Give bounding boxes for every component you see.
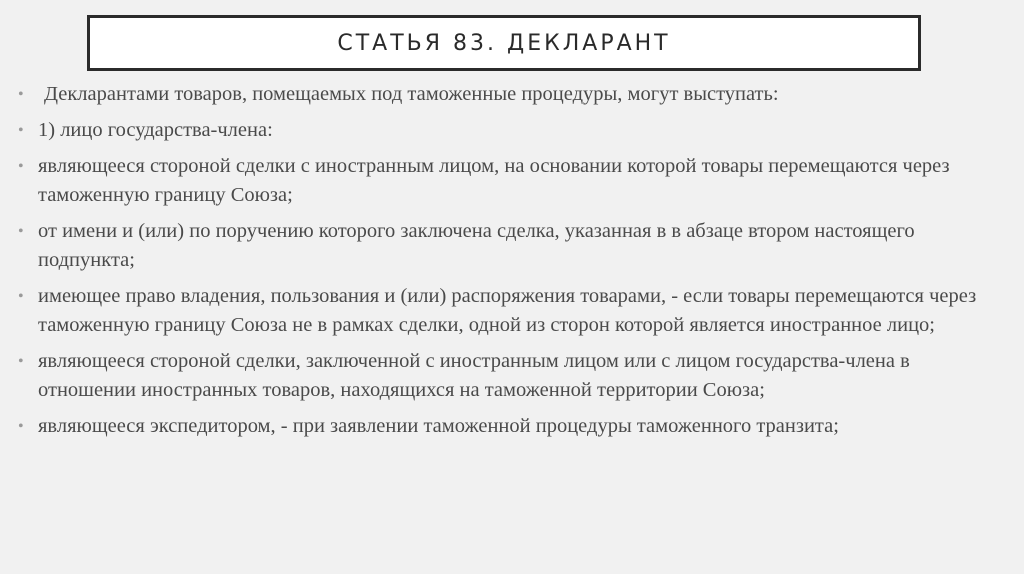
- bullet-dot-icon: •: [18, 418, 24, 435]
- slide-title: СТАТЬЯ 83. ДЕКЛАРАНТ: [337, 30, 671, 56]
- bullet-list: [18, 80, 1008, 448]
- bullet-text: 1) лицо государства-члена:: [38, 119, 273, 141]
- bullet-item: [18, 152, 1008, 210]
- bullet-text: являющееся стороной сделки с иностранным лицом, на основании которой товары перемещаются через таможенную границу Союза;: [38, 155, 950, 206]
- bullet-item: [18, 282, 1008, 340]
- bullet-dot-icon: •: [18, 288, 24, 305]
- bullet-dot-icon: •: [18, 86, 24, 103]
- bullet-item: [18, 116, 1008, 145]
- bullet-text: от имени и (или) по поручению которого заключена сделка, указанная в в абзаце втором настоящего подпункта;: [38, 220, 915, 271]
- bullet-item: [18, 80, 1008, 109]
- bullet-text: являющееся экспедитором, - при заявлении таможенной процедуры таможенного транзита;: [38, 415, 839, 437]
- title-box: [87, 15, 921, 71]
- bullet-item: [18, 347, 1008, 405]
- bullet-dot-icon: •: [18, 223, 24, 240]
- bullet-text: Декларантами товаров, помещаемых под таможенные процедуры, могут выступать:: [44, 83, 779, 105]
- bullet-text: имеющее право владения, пользования и (или) распоряжения товарами, - если товары перемещаются через таможенную границу Союза не в рамках сделки, одной из сторон которой является иностранное лицо;: [38, 285, 977, 336]
- bullet-item: [18, 217, 1008, 275]
- bullet-item: [18, 412, 1008, 441]
- bullet-dot-icon: •: [18, 353, 24, 370]
- bullet-text: являющееся стороной сделки, заключенной с иностранным лицом или с лицом государства-члена в отношении иностранных товаров, находящихся на таможенной территории Союза;: [38, 350, 910, 401]
- bullet-dot-icon: •: [18, 158, 24, 175]
- bullet-dot-icon: •: [18, 122, 24, 139]
